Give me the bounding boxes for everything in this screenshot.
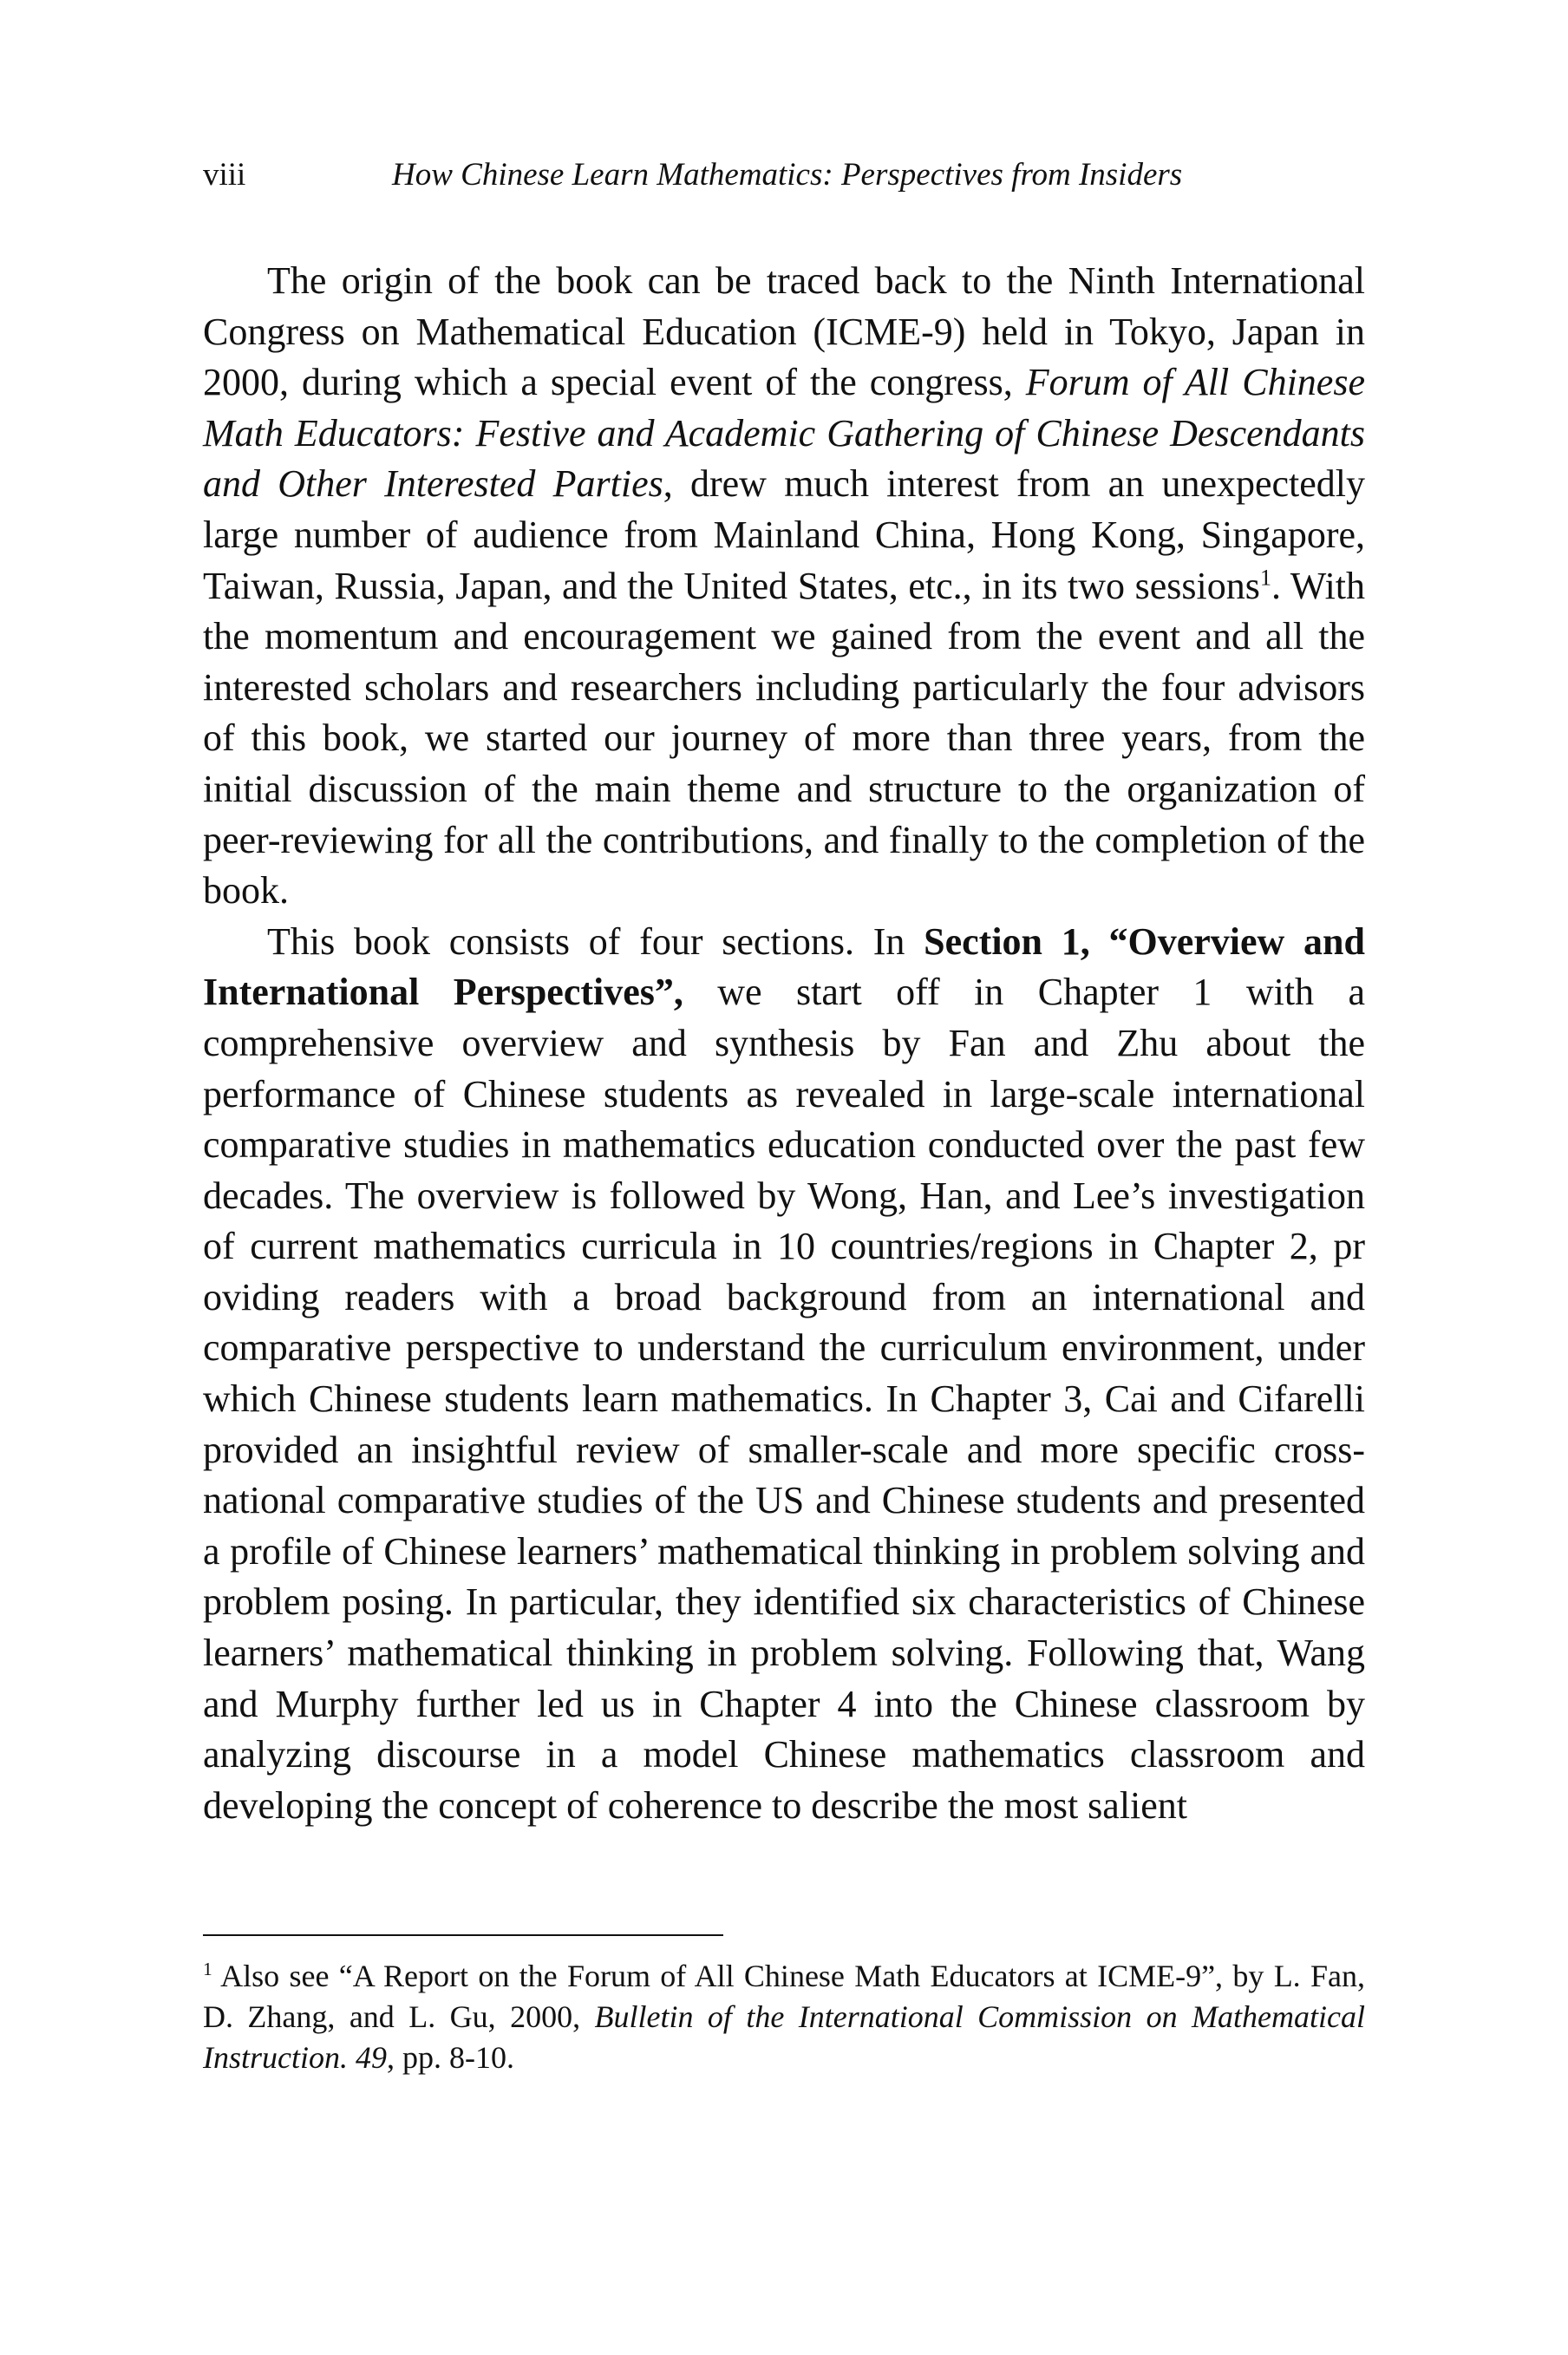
paragraph-sections-text-2: we start off in Chapter 1 with a comprehensive overview and synthesis by Fan and Zhu about the performance of Chinese students as revealed in large-scale international comparative studies in mathematics education conducted over the past few decades. The overview is followed by Wong, Han, and Lee’s investigation of current mathematics curricula in 10 countries/regions in Chapter 2, pr oviding readers with a broad background from an international and comparative perspective to understand the curriculum environment, under which Chinese students learn mathematics. In Chapter 3, Cai and Cifarelli provided an insightful review of smaller-scale and more specific cross-national comparative studies of the US and Chinese students and presented a profile of Chinese learners’ mathematical thinking in problem solving and problem posing. In particular, they identified six characteristics of Chinese learners’ mathematical thinking in problem solving. Following that, Wang and Murphy further led us in Chapter 4 into the Chinese classroom by analyzing discourse in a model Chinese mathematics classroom and developing the concept of coherence to describe the most salient bbox=[203, 971, 1365, 1827]
paragraph-origin bbox=[203, 256, 1365, 917]
footnote-text-1: Also see “A Report on the Forum of All Chinese Math Educators at ICME-9”, by L. Fan, D. Zhang, and L. Gu, 2000, bbox=[203, 1959, 1365, 2034]
paragraph-sections-text-1: This book consists of four sections. In bbox=[267, 919, 924, 963]
event-title: Forum of All Chinese Math Educators: Festive and Academic Gathering of Chinese Descendants and Other Interested Parties bbox=[203, 361, 1365, 506]
footnote-mark: 1 bbox=[203, 1959, 212, 1979]
paragraph-sections bbox=[203, 917, 1365, 1832]
page-number: viii bbox=[203, 157, 246, 193]
footnote-text-2: , pp. 8-10. bbox=[387, 2040, 514, 2075]
footnote bbox=[203, 1956, 1365, 2078]
paragraph-origin-text-1: The origin of the book can be traced back to the Ninth International Congress on Mathematical Education (ICME-9) held in Tokyo, Japan in 2000, during which a special event of the congress, bbox=[203, 259, 1365, 404]
section-heading: Section 1, “Overview and International Perspectives”, bbox=[203, 919, 1365, 1014]
paragraph-origin-text-2: , drew much interest from an unexpectedly large number of audience from Mainland China, Hong Kong, Singapore, Taiwan, Russia, Japan, and the United States, etc., in its two sessions bbox=[203, 462, 1366, 607]
footnote-divider bbox=[203, 1934, 723, 1936]
body-text bbox=[203, 256, 1365, 1831]
running-title: How Chinese Learn Mathematics: Perspectives from Insiders bbox=[392, 157, 1183, 193]
paragraph-origin-text-3: . With the momentum and encouragement we gained from the event and all the interested scholars and researchers including particularly the four advisors of this book, we started our journey of more than three years, from the initial discussion of the main theme and structure to the organization of peer-reviewing for all the contributions, and finally to the completion of the book. bbox=[203, 564, 1366, 913]
footnote-reference: 1 bbox=[1259, 563, 1272, 590]
footnote-journal: Bulletin of the International Commission on Mathematical Instruction. 49 bbox=[203, 1999, 1365, 2075]
